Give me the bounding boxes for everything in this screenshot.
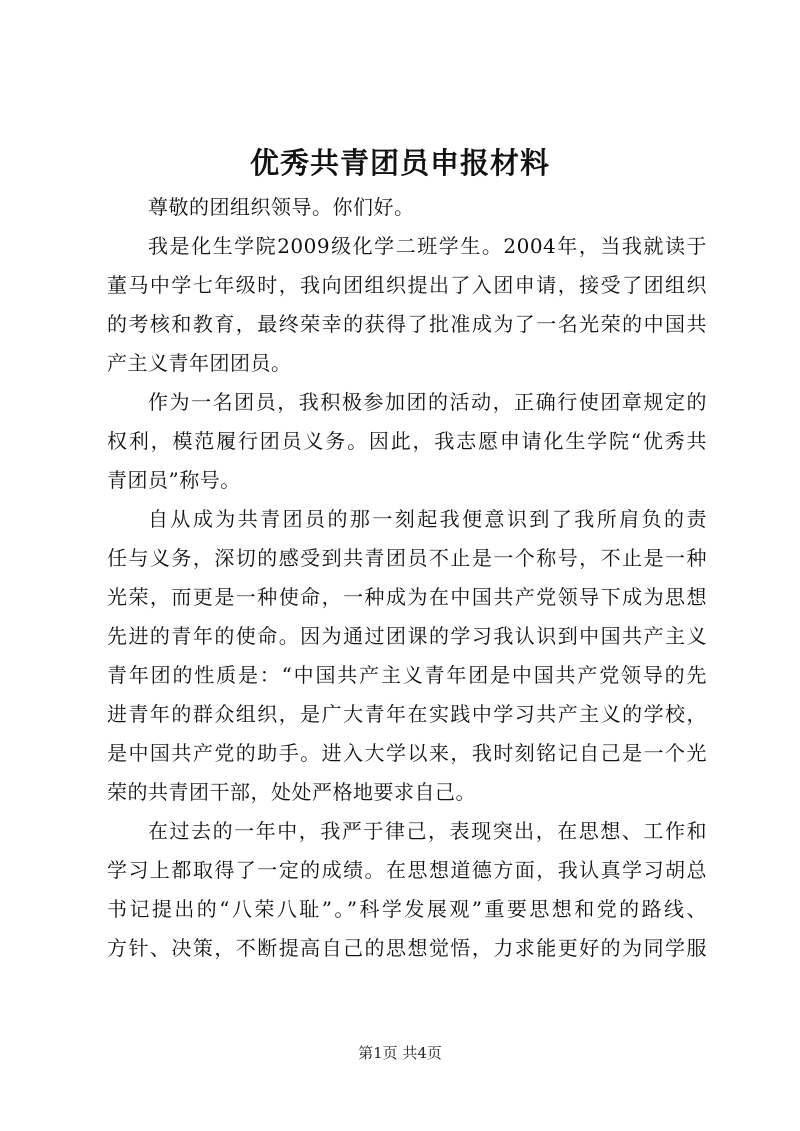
body-line: 产主义青年团团员。 (107, 351, 292, 375)
body-line: 荣的共青团干部，处处严格地要求自己。 (107, 780, 476, 804)
body-line: 学习上都取得了一定的成绩。在思想道德方面，我认真学习胡总 (107, 858, 707, 882)
body-line: 的考核和教育，最终荣幸的获得了批准成为了一名光荣的中国共 (107, 312, 707, 336)
document-body (107, 188, 707, 968)
body-line: 青年团的性质是：“中国共产主义青年团是中国共产党领导的先 (107, 663, 707, 687)
page-number-footer: 第1页 共4页 (358, 1044, 442, 1062)
body-line: 进青年的群众组织，是广大青年在实践中学习共产主义的学校， (107, 702, 707, 726)
body-line: 青团员”称号。 (107, 468, 241, 492)
body-line: 在过去的一年中，我严于律己，表现突出，在思想、工作和 (148, 819, 707, 843)
body-line: 方针、决策，不断提高自己的思想觉悟，力求能更好的为同学服 (107, 936, 707, 960)
body-line: 是中国共产党的助手。进入大学以来，我时刻铭记自己是一个光 (107, 741, 707, 765)
body-line: 权利，模范履行团员义务。因此，我志愿申请化生学院“优秀共 (107, 429, 707, 453)
body-line: 自从成为共青团员的那一刻起我便意识到了我所肩负的责 (148, 507, 707, 531)
document-title: 优秀共青团员申报材料 (249, 146, 550, 180)
body-line: 董马中学七年级时，我向团组织提出了入团申请，接受了团组织 (107, 273, 707, 297)
body-line: 先进的青年的使命。因为通过团课的学习我认识到中国共产主义 (107, 624, 707, 648)
body-line: 书记提出的“八荣八耻”。”科学发展观”重要思想和党的路线、 (107, 897, 707, 921)
body-line: 任与义务，深切的感受到共青团员不止是一个称号，不止是一种 (107, 546, 707, 570)
body-line: 尊敬的团组织领导。你们好。 (148, 195, 415, 219)
body-line: 作为一名团员，我积极参加团的活动，正确行使团章规定的 (148, 390, 707, 414)
body-line: 我是化生学院2009级化学二班学生。2004年，当我就读于 (148, 234, 707, 258)
body-line: 光荣，而更是一种使命，一种成为在中国共产党领导下成为思想 (107, 585, 707, 609)
